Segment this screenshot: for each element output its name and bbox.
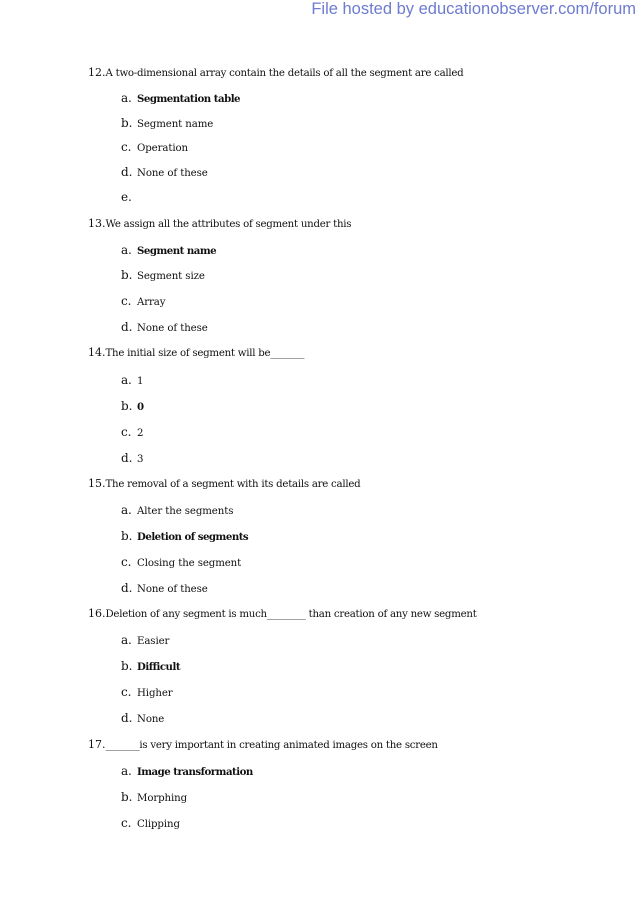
question-number: 12.	[88, 66, 106, 79]
question-number: 13.	[88, 217, 106, 230]
option-letter: c.	[121, 816, 132, 830]
option-16d	[121, 711, 164, 725]
option-letter: d.	[121, 711, 133, 725]
option-17a	[121, 764, 253, 778]
question-text: Deletion of any segment is much________ than creation of any new segment	[105, 609, 477, 620]
question-15	[88, 477, 360, 490]
option-letter: b.	[121, 116, 133, 130]
option-15c	[121, 555, 241, 569]
option-15d	[121, 581, 208, 595]
option-text: Array	[137, 297, 166, 308]
option-text: None of these	[137, 168, 208, 179]
option-16c	[121, 685, 173, 699]
option-letter: d.	[121, 451, 133, 465]
option-12c	[121, 140, 188, 154]
option-12d	[121, 165, 208, 179]
option-text: Closing the segment	[137, 558, 242, 569]
option-letter: b.	[121, 268, 133, 282]
option-text: Clipping	[137, 819, 180, 830]
option-14a	[121, 373, 143, 387]
option-17b	[121, 790, 187, 804]
option-15b	[121, 529, 248, 543]
question-14	[88, 346, 304, 359]
option-text: 0	[137, 401, 144, 413]
option-letter: d.	[121, 165, 133, 179]
option-letter: c.	[121, 294, 132, 308]
option-text: Higher	[137, 688, 173, 699]
option-letter: c.	[121, 140, 132, 154]
option-letter: a.	[121, 91, 132, 105]
option-text: Segment name	[137, 245, 217, 257]
question-text: The removal of a segment with its details are called	[105, 479, 361, 490]
option-letter: a.	[121, 764, 132, 778]
option-letter: d.	[121, 320, 133, 334]
option-13a	[121, 243, 216, 257]
question-text: We assign all the attributes of segment under this	[105, 219, 352, 230]
option-16b	[121, 659, 180, 673]
question-16	[88, 607, 477, 620]
question-text: A two-dimensional array contain the details of all the segment are called	[105, 68, 464, 79]
option-12b	[121, 116, 213, 130]
option-letter: c.	[121, 685, 132, 699]
option-text: None of these	[137, 323, 208, 334]
question-17	[88, 738, 438, 751]
option-text: Segmentation table	[137, 93, 241, 105]
option-text: None	[137, 714, 165, 725]
question-13	[88, 217, 351, 230]
option-text: Difficult	[137, 661, 181, 673]
option-text: Morphing	[137, 793, 188, 804]
option-text: 1	[137, 376, 144, 387]
option-12e	[121, 190, 137, 204]
question-text: The initial size of segment will be_______	[105, 348, 305, 359]
option-letter: a.	[121, 633, 132, 647]
question-number: 16.	[88, 607, 106, 620]
option-letter: b.	[121, 659, 133, 673]
question-number: 15.	[88, 477, 106, 490]
option-text: Segment size	[137, 271, 205, 282]
question-number: 17.	[88, 738, 106, 751]
question-text: _______is very important in creating animated images on the screen	[105, 740, 438, 751]
option-letter: a.	[121, 243, 132, 257]
option-text: Deletion of segments	[137, 531, 249, 543]
option-letter: b.	[121, 790, 133, 804]
option-13b	[121, 268, 205, 282]
option-text: Image transformation	[137, 766, 253, 778]
option-text: 3	[137, 454, 144, 465]
option-letter: b.	[121, 529, 133, 543]
option-12a	[121, 91, 240, 105]
option-letter: c.	[121, 555, 132, 569]
option-letter: c.	[121, 425, 132, 439]
option-13d	[121, 320, 208, 334]
option-letter: d.	[121, 581, 133, 595]
question-12	[88, 66, 463, 79]
option-14b	[121, 399, 144, 413]
option-letter: b.	[121, 399, 133, 413]
watermark: File hosted by educationobserver.com/forum	[311, 0, 636, 18]
option-text: Segment name	[137, 119, 214, 130]
option-letter: e.	[121, 190, 132, 204]
option-13c	[121, 294, 165, 308]
option-14d	[121, 451, 143, 465]
option-text: Alter the segments	[137, 506, 234, 517]
option-text: Easier	[137, 636, 170, 647]
option-letter: a.	[121, 373, 132, 387]
option-text: 2	[137, 428, 144, 439]
option-14c	[121, 425, 143, 439]
option-17c	[121, 816, 180, 830]
question-number: 14.	[88, 346, 106, 359]
option-text: None of these	[137, 584, 208, 595]
option-text: Operation	[137, 143, 188, 154]
option-letter: a.	[121, 503, 132, 517]
option-15a	[121, 503, 233, 517]
option-16a	[121, 633, 169, 647]
